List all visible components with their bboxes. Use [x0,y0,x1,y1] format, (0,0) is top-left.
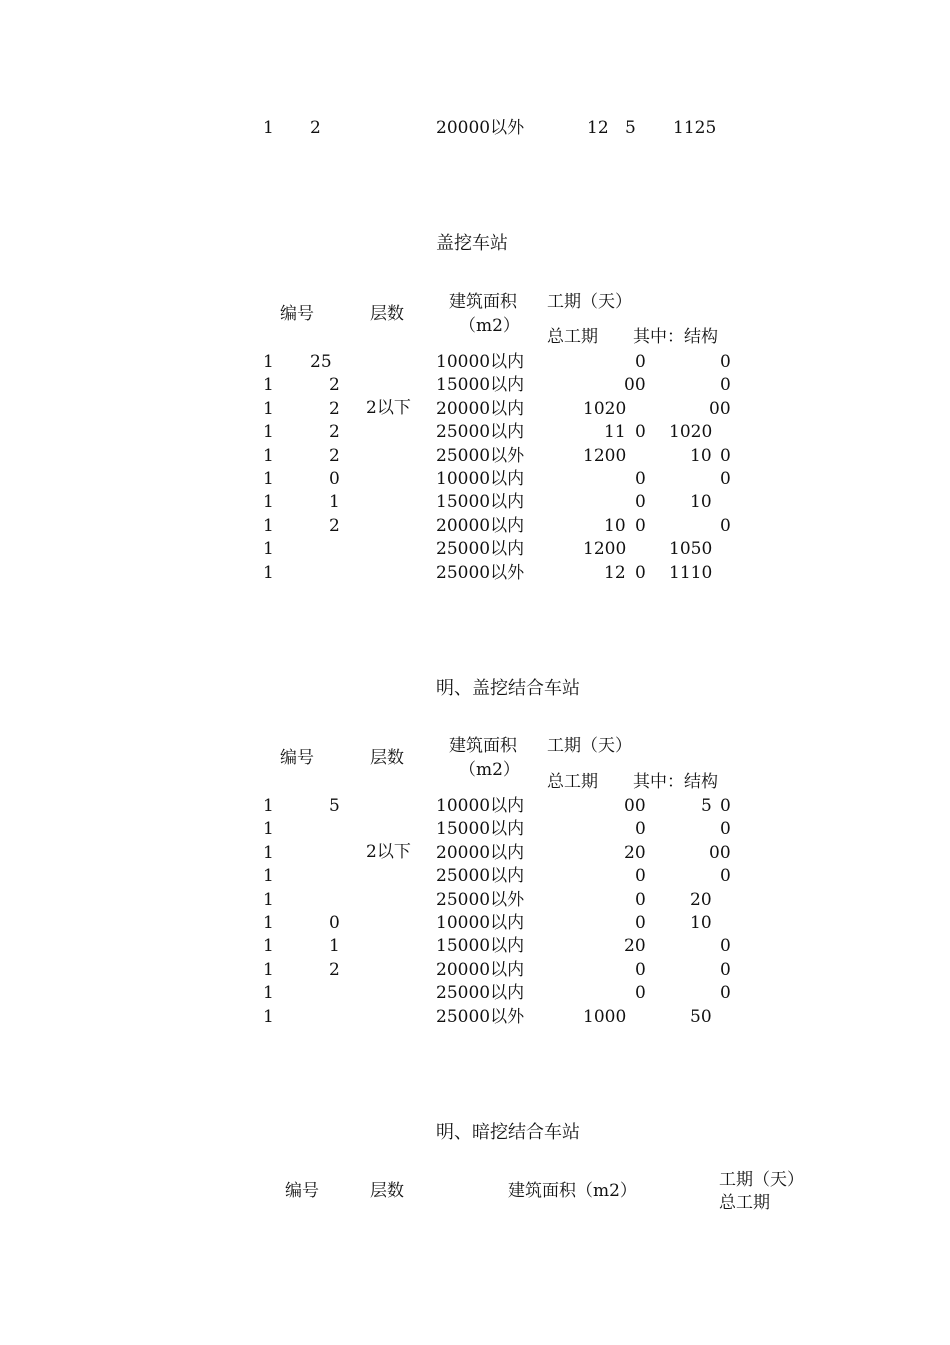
cell-struct: 20 [690,890,712,910]
cell-area: 20000以内 [436,960,525,980]
header-floors: 层数 [370,304,404,324]
cell-area: 15000以内 [436,819,525,839]
cell-area: 15000以内 [436,375,525,395]
cell-struct-tail: 0 [720,796,731,816]
row-index: 1 [263,118,274,138]
cell-total: 1020 [583,399,627,419]
cell-area: 25000以内 [436,422,525,442]
cell-total-tail: 00 [624,796,646,816]
row-code: 2 [310,118,321,138]
cell-code: 2 [329,446,340,466]
cell-area: 10000以内 [436,352,525,372]
cell-code: 25 [310,352,332,372]
cell-code: 2 [329,516,340,536]
cell-code: 5 [329,796,340,816]
cell-area: 25000以外 [436,1007,525,1027]
cell-struct-tail: 0 [720,936,731,956]
cell-total: 10 [604,516,626,536]
header-area: 建筑面积 [449,736,517,756]
header-period: 工期（天） [547,292,632,312]
cell-total-tail: 0 [635,890,646,910]
cell-struct-tail: 00 [709,843,731,863]
cell-total-tail: 00 [624,375,646,395]
cell-struct: 5 [701,796,712,816]
header-no: 编号 [280,748,314,768]
cell-total-tail: 20 [624,843,646,863]
section-title: 盖挖车站 [436,233,508,254]
cell-struct-tail: 0 [720,819,731,839]
header-floors: 层数 [370,748,404,768]
cell-index: 1 [263,516,274,536]
cell-area: 25000以内 [436,866,525,886]
cell-total-tail: 0 [635,422,646,442]
cell-total: 1000 [583,1007,627,1027]
cell-struct: 10 [690,492,712,512]
header-area-unit: （m2） [459,316,520,336]
cell-area: 15000以内 [436,492,525,512]
cell-area: 10000以内 [436,796,525,816]
cell-struct: 1110 [669,563,713,583]
cell-code: 2 [329,422,340,442]
header-area-unit: （m2） [459,760,520,780]
cell-struct: 10 [690,446,712,466]
cell-struct-tail: 0 [720,983,731,1003]
cell-total: 1200 [583,539,627,559]
section-title: 明、暗挖结合车站 [436,1122,580,1143]
header-floors: 层数 [370,1181,404,1201]
header-period: 工期（天） [547,736,632,756]
header-total: 总工期 [547,327,598,347]
cell-index: 1 [263,422,274,442]
cell-index: 1 [263,890,274,910]
cell-total-tail: 0 [635,866,646,886]
cell-index: 1 [263,446,274,466]
section-title: 明、盖挖结合车站 [436,678,580,699]
cell-struct-tail: 0 [720,866,731,886]
header-area: 建筑面积 [449,292,517,312]
cell-area: 25000以内 [436,539,525,559]
cell-code: 1 [329,492,340,512]
cell-index: 1 [263,563,274,583]
header-area: 建筑面积（m2） [508,1181,637,1201]
cell-code: 1 [329,936,340,956]
cell-area: 10000以内 [436,913,525,933]
cell-struct: 1050 [669,539,713,559]
cell-index: 1 [263,936,274,956]
cell-total-tail: 0 [635,516,646,536]
header-struct: 其中：结构 [633,772,718,792]
cell-total: 1200 [583,446,627,466]
cell-total: 11 [604,422,626,442]
header-period: 工期（天） [719,1170,804,1190]
cell-total-tail: 0 [635,352,646,372]
header-struct: 其中：结构 [633,327,718,347]
cell-area: 25000以外 [436,446,525,466]
cell-area: 25000以外 [436,563,525,583]
cell-struct: 50 [690,1007,712,1027]
cell-code: 0 [329,469,340,489]
floors-note: 2以下 [366,842,411,862]
cell-area: 25000以内 [436,983,525,1003]
row-total-2: 5 [625,118,636,138]
cell-index: 1 [263,469,274,489]
cell-struct-tail: 0 [720,352,731,372]
cell-area: 15000以内 [436,936,525,956]
cell-area: 10000以内 [436,469,525,489]
cell-total-tail: 0 [635,819,646,839]
cell-index: 1 [263,983,274,1003]
header-no: 编号 [285,1181,319,1201]
cell-struct: 10 [690,913,712,933]
header-total: 总工期 [719,1193,770,1213]
row-total: 12 [587,118,609,138]
cell-total: 12 [604,563,626,583]
cell-total-tail: 0 [635,913,646,933]
floors-note: 2以下 [366,398,411,418]
cell-index: 1 [263,1007,274,1027]
cell-total-tail: 20 [624,936,646,956]
cell-index: 1 [263,819,274,839]
header-no: 编号 [280,304,314,324]
cell-area: 25000以外 [436,890,525,910]
cell-index: 1 [263,796,274,816]
cell-struct-tail: 0 [720,375,731,395]
cell-area: 20000以内 [436,843,525,863]
cell-struct-tail: 0 [720,469,731,489]
cell-code: 0 [329,913,340,933]
cell-total-tail: 0 [635,563,646,583]
cell-index: 1 [263,866,274,886]
cell-index: 1 [263,399,274,419]
cell-total-tail: 0 [635,983,646,1003]
cell-struct-tail: 0 [720,446,731,466]
header-total: 总工期 [547,772,598,792]
cell-index: 1 [263,843,274,863]
cell-index: 1 [263,539,274,559]
cell-struct-tail: 0 [720,516,731,536]
row-area: 20000以外 [436,118,525,138]
cell-code: 2 [329,375,340,395]
row-struct: 1125 [673,118,717,138]
cell-index: 1 [263,913,274,933]
cell-area: 20000以内 [436,516,525,536]
cell-index: 1 [263,960,274,980]
cell-struct-tail: 0 [720,960,731,980]
cell-index: 1 [263,375,274,395]
cell-struct: 1020 [669,422,713,442]
cell-index: 1 [263,352,274,372]
cell-total-tail: 0 [635,469,646,489]
cell-index: 1 [263,492,274,512]
cell-total-tail: 0 [635,960,646,980]
cell-total-tail: 0 [635,492,646,512]
cell-struct-tail: 00 [709,399,731,419]
cell-code: 2 [329,399,340,419]
cell-code: 2 [329,960,340,980]
cell-area: 20000以内 [436,399,525,419]
